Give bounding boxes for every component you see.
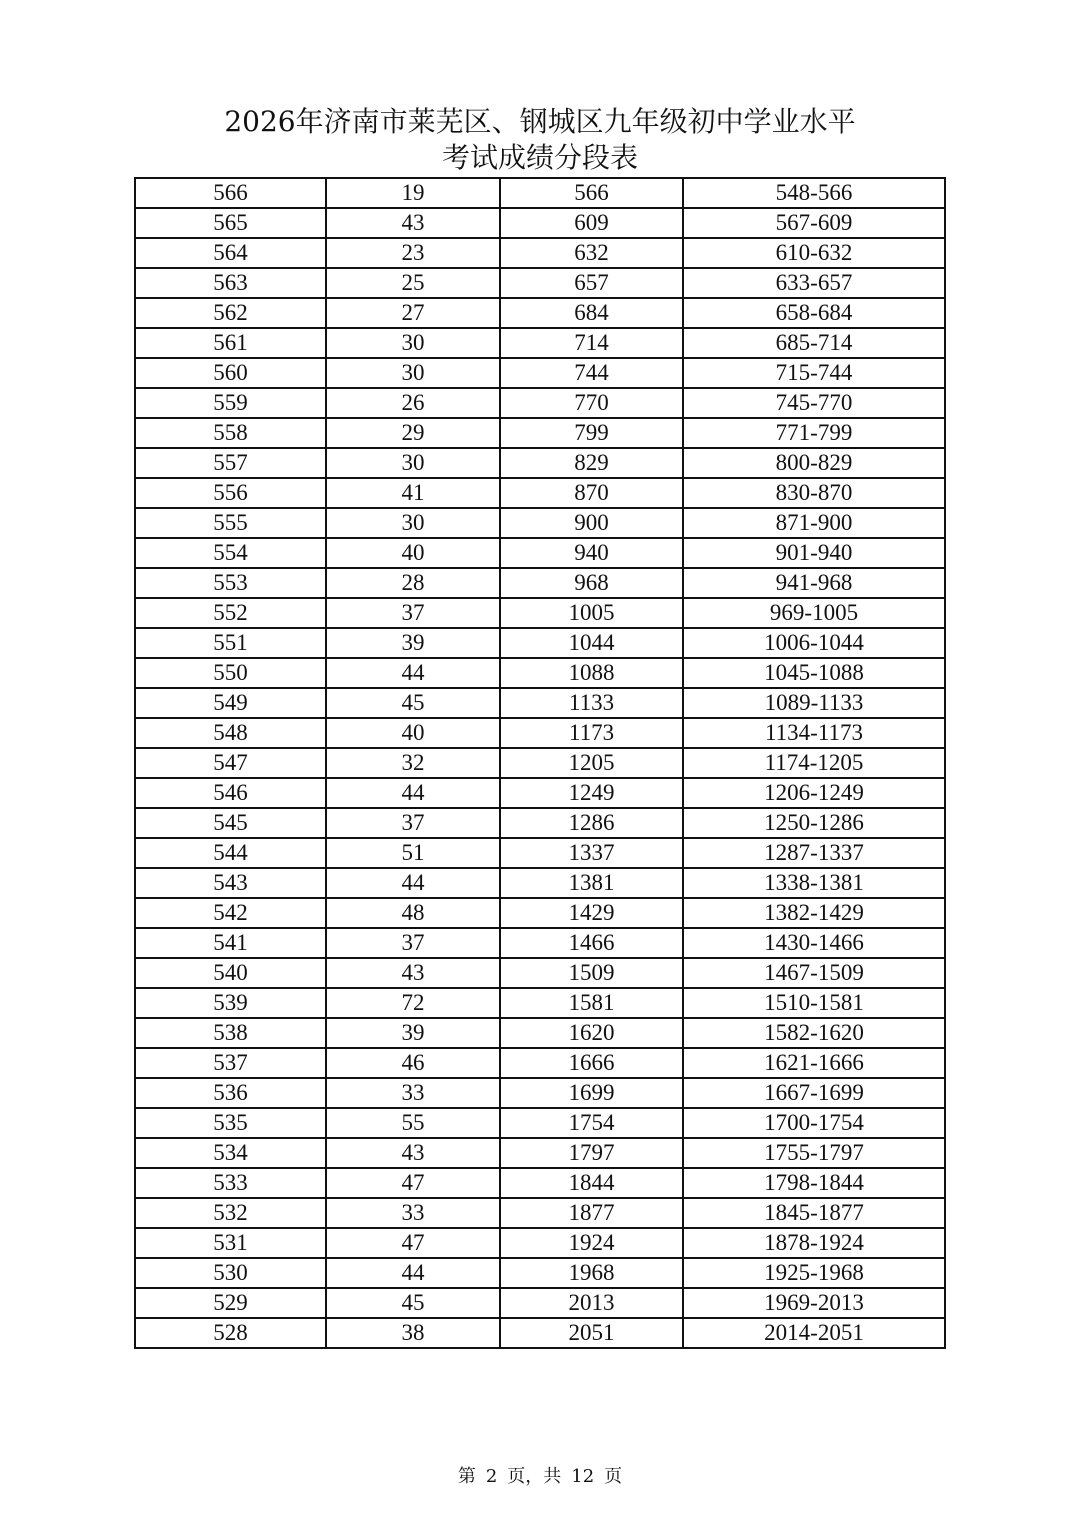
cumulative-cell: 870 <box>500 478 683 508</box>
count-cell: 25 <box>326 268 500 298</box>
score-cell: 532 <box>135 1198 326 1228</box>
rank-range-cell: 1700-1754 <box>683 1108 945 1138</box>
page-prefix: 第 <box>457 1466 476 1487</box>
table-row <box>135 1078 945 1108</box>
page-number: 2 <box>485 1466 498 1487</box>
count-cell: 39 <box>326 1018 500 1048</box>
count-cell: 40 <box>326 718 500 748</box>
table-row <box>135 598 945 628</box>
table-row <box>135 298 945 328</box>
cumulative-cell: 770 <box>500 388 683 418</box>
page-footer <box>0 1462 1080 1488</box>
score-cell: 553 <box>135 568 326 598</box>
cumulative-cell: 1509 <box>500 958 683 988</box>
table-row <box>135 718 945 748</box>
cumulative-cell: 1699 <box>500 1078 683 1108</box>
page-suffix: 页 <box>604 1466 623 1487</box>
rank-range-cell: 1206-1249 <box>683 778 945 808</box>
table-row <box>135 1198 945 1228</box>
score-cell: 530 <box>135 1258 326 1288</box>
cumulative-cell: 1844 <box>500 1168 683 1198</box>
document-title-line-2: 考试成绩分段表 <box>441 141 638 174</box>
cumulative-cell: 1429 <box>500 898 683 928</box>
table-row <box>135 418 945 448</box>
rank-range-cell: 1382-1429 <box>683 898 945 928</box>
cumulative-cell: 1044 <box>500 628 683 658</box>
table-row <box>135 658 945 688</box>
count-cell: 43 <box>326 1138 500 1168</box>
rank-range-cell: 1755-1797 <box>683 1138 945 1168</box>
score-cell: 551 <box>135 628 326 658</box>
table-row <box>135 1168 945 1198</box>
score-distribution-table <box>134 177 946 1349</box>
count-cell: 44 <box>326 778 500 808</box>
cumulative-cell: 900 <box>500 508 683 538</box>
count-cell: 30 <box>326 508 500 538</box>
score-cell: 533 <box>135 1168 326 1198</box>
table-row <box>135 688 945 718</box>
table-row <box>135 178 945 208</box>
rank-range-cell: 633-657 <box>683 268 945 298</box>
table-row <box>135 448 945 478</box>
score-cell: 549 <box>135 688 326 718</box>
cumulative-cell: 1381 <box>500 868 683 898</box>
score-cell: 564 <box>135 238 326 268</box>
table-row <box>135 508 945 538</box>
score-cell: 550 <box>135 658 326 688</box>
count-cell: 72 <box>326 988 500 1018</box>
rank-range-cell: 901-940 <box>683 538 945 568</box>
rank-range-cell: 1621-1666 <box>683 1048 945 1078</box>
score-table-body <box>135 178 945 1348</box>
score-cell: 545 <box>135 808 326 838</box>
rank-range-cell: 1969-2013 <box>683 1288 945 1318</box>
score-cell: 554 <box>135 538 326 568</box>
table-row <box>135 1288 945 1318</box>
score-cell: 528 <box>135 1318 326 1348</box>
count-cell: 28 <box>326 568 500 598</box>
score-cell: 548 <box>135 718 326 748</box>
score-cell: 531 <box>135 1228 326 1258</box>
score-cell: 555 <box>135 508 326 538</box>
cumulative-cell: 829 <box>500 448 683 478</box>
count-cell: 30 <box>326 328 500 358</box>
rank-range-cell: 871-900 <box>683 508 945 538</box>
score-cell: 556 <box>135 478 326 508</box>
score-cell: 544 <box>135 838 326 868</box>
count-cell: 33 <box>326 1198 500 1228</box>
cumulative-cell: 1005 <box>500 598 683 628</box>
score-cell: 536 <box>135 1078 326 1108</box>
score-cell: 538 <box>135 1018 326 1048</box>
cumulative-cell: 2051 <box>500 1318 683 1348</box>
rank-range-cell: 1430-1466 <box>683 928 945 958</box>
score-cell: 539 <box>135 988 326 1018</box>
table-row <box>135 1108 945 1138</box>
cumulative-cell: 940 <box>500 538 683 568</box>
table-row <box>135 868 945 898</box>
score-cell: 563 <box>135 268 326 298</box>
table-row <box>135 268 945 298</box>
table-row <box>135 838 945 868</box>
rank-range-cell: 715-744 <box>683 358 945 388</box>
count-cell: 43 <box>326 958 500 988</box>
cumulative-cell: 1877 <box>500 1198 683 1228</box>
count-cell: 45 <box>326 688 500 718</box>
score-cell: 540 <box>135 958 326 988</box>
score-cell: 562 <box>135 298 326 328</box>
count-cell: 55 <box>326 1108 500 1138</box>
rank-range-cell: 1089-1133 <box>683 688 945 718</box>
cumulative-cell: 566 <box>500 178 683 208</box>
rank-range-cell: 1250-1286 <box>683 808 945 838</box>
rank-range-cell: 1287-1337 <box>683 838 945 868</box>
score-cell: 557 <box>135 448 326 478</box>
cumulative-cell: 1666 <box>500 1048 683 1078</box>
cumulative-cell: 1173 <box>500 718 683 748</box>
count-cell: 44 <box>326 1258 500 1288</box>
cumulative-cell: 1754 <box>500 1108 683 1138</box>
cumulative-cell: 968 <box>500 568 683 598</box>
table-row <box>135 778 945 808</box>
rank-range-cell: 1878-1924 <box>683 1228 945 1258</box>
rank-range-cell: 969-1005 <box>683 598 945 628</box>
count-cell: 45 <box>326 1288 500 1318</box>
document-title-line-1: 2026年济南市莱芜区、钢城区九年级初中学业水平 <box>224 105 856 138</box>
cumulative-cell: 744 <box>500 358 683 388</box>
count-cell: 44 <box>326 868 500 898</box>
table-row <box>135 1018 945 1048</box>
score-cell: 547 <box>135 748 326 778</box>
rank-range-cell: 567-609 <box>683 208 945 238</box>
table-row <box>135 1228 945 1258</box>
cumulative-cell: 1466 <box>500 928 683 958</box>
table-row <box>135 1258 945 1288</box>
cumulative-cell: 799 <box>500 418 683 448</box>
count-cell: 47 <box>326 1228 500 1258</box>
table-row <box>135 568 945 598</box>
score-cell: 552 <box>135 598 326 628</box>
rank-range-cell: 1006-1044 <box>683 628 945 658</box>
rank-range-cell: 830-870 <box>683 478 945 508</box>
score-cell: 566 <box>135 178 326 208</box>
score-cell: 543 <box>135 868 326 898</box>
count-cell: 27 <box>326 298 500 328</box>
rank-range-cell: 1174-1205 <box>683 748 945 778</box>
cumulative-cell: 684 <box>500 298 683 328</box>
rank-range-cell: 1925-1968 <box>683 1258 945 1288</box>
rank-range-cell: 685-714 <box>683 328 945 358</box>
cumulative-cell: 609 <box>500 208 683 238</box>
rank-range-cell: 800-829 <box>683 448 945 478</box>
table-row <box>135 478 945 508</box>
rank-range-cell: 745-770 <box>683 388 945 418</box>
count-cell: 41 <box>326 478 500 508</box>
score-cell: 565 <box>135 208 326 238</box>
rank-range-cell: 658-684 <box>683 298 945 328</box>
table-row <box>135 988 945 1018</box>
rank-range-cell: 1845-1877 <box>683 1198 945 1228</box>
count-cell: 39 <box>326 628 500 658</box>
count-cell: 30 <box>326 358 500 388</box>
rank-range-cell: 1582-1620 <box>683 1018 945 1048</box>
count-cell: 43 <box>326 208 500 238</box>
table-row <box>135 928 945 958</box>
table-row <box>135 208 945 238</box>
cumulative-cell: 1620 <box>500 1018 683 1048</box>
page-total: 12 <box>571 1466 595 1487</box>
count-cell: 40 <box>326 538 500 568</box>
score-cell: 534 <box>135 1138 326 1168</box>
cumulative-cell: 1133 <box>500 688 683 718</box>
table-row <box>135 958 945 988</box>
count-cell: 47 <box>326 1168 500 1198</box>
score-cell: 541 <box>135 928 326 958</box>
score-cell: 559 <box>135 388 326 418</box>
table-row <box>135 1138 945 1168</box>
cumulative-cell: 632 <box>500 238 683 268</box>
score-cell: 535 <box>135 1108 326 1138</box>
cumulative-cell: 714 <box>500 328 683 358</box>
count-cell: 37 <box>326 808 500 838</box>
count-cell: 37 <box>326 598 500 628</box>
count-cell: 26 <box>326 388 500 418</box>
count-cell: 51 <box>326 838 500 868</box>
table-row <box>135 1048 945 1078</box>
count-cell: 29 <box>326 418 500 448</box>
count-cell: 46 <box>326 1048 500 1078</box>
table-row <box>135 748 945 778</box>
table-row <box>135 538 945 568</box>
score-cell: 561 <box>135 328 326 358</box>
score-cell: 560 <box>135 358 326 388</box>
cumulative-cell: 1088 <box>500 658 683 688</box>
count-cell: 19 <box>326 178 500 208</box>
rank-range-cell: 1510-1581 <box>683 988 945 1018</box>
rank-range-cell: 1467-1509 <box>683 958 945 988</box>
cumulative-cell: 1249 <box>500 778 683 808</box>
table-row <box>135 388 945 418</box>
score-cell: 537 <box>135 1048 326 1078</box>
rank-range-cell: 1134-1173 <box>683 718 945 748</box>
table-row <box>135 238 945 268</box>
rank-range-cell: 941-968 <box>683 568 945 598</box>
table-row <box>135 358 945 388</box>
page-mid: 页，共 <box>507 1466 562 1487</box>
score-cell: 546 <box>135 778 326 808</box>
count-cell: 44 <box>326 658 500 688</box>
rank-range-cell: 1045-1088 <box>683 658 945 688</box>
table-row <box>135 898 945 928</box>
rank-range-cell: 548-566 <box>683 178 945 208</box>
cumulative-cell: 1581 <box>500 988 683 1018</box>
count-cell: 33 <box>326 1078 500 1108</box>
cumulative-cell: 1337 <box>500 838 683 868</box>
score-cell: 542 <box>135 898 326 928</box>
rank-range-cell: 771-799 <box>683 418 945 448</box>
rank-range-cell: 1667-1699 <box>683 1078 945 1108</box>
table-row <box>135 808 945 838</box>
count-cell: 38 <box>326 1318 500 1348</box>
rank-range-cell: 1338-1381 <box>683 868 945 898</box>
table-row <box>135 1318 945 1348</box>
cumulative-cell: 1205 <box>500 748 683 778</box>
rank-range-cell: 1798-1844 <box>683 1168 945 1198</box>
rank-range-cell: 2014-2051 <box>683 1318 945 1348</box>
table-row <box>135 328 945 358</box>
table-row <box>135 628 945 658</box>
count-cell: 37 <box>326 928 500 958</box>
cumulative-cell: 1286 <box>500 808 683 838</box>
score-cell: 529 <box>135 1288 326 1318</box>
count-cell: 30 <box>326 448 500 478</box>
cumulative-cell: 1924 <box>500 1228 683 1258</box>
cumulative-cell: 657 <box>500 268 683 298</box>
count-cell: 32 <box>326 748 500 778</box>
count-cell: 48 <box>326 898 500 928</box>
cumulative-cell: 1968 <box>500 1258 683 1288</box>
rank-range-cell: 610-632 <box>683 238 945 268</box>
score-cell: 558 <box>135 418 326 448</box>
count-cell: 23 <box>326 238 500 268</box>
cumulative-cell: 1797 <box>500 1138 683 1168</box>
cumulative-cell: 2013 <box>500 1288 683 1318</box>
